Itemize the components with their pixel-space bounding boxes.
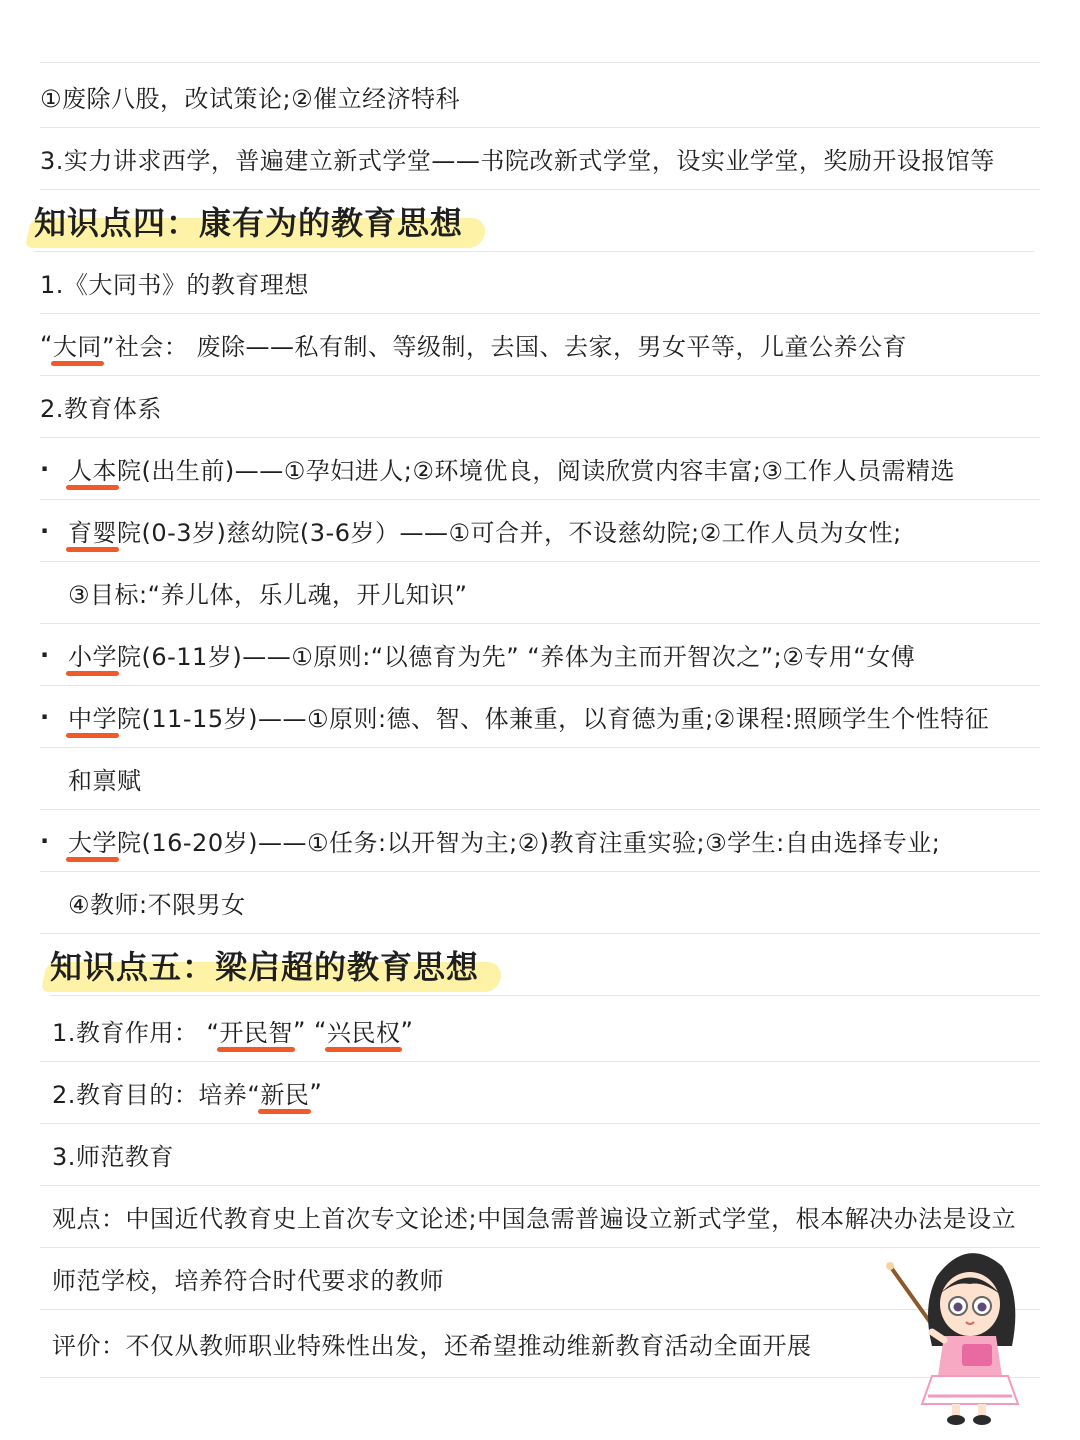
- bullet-dot-icon: ·: [40, 702, 50, 731]
- list-item-continuation: ③目标:“养儿体，乐儿魂，开儿知识”: [40, 562, 1040, 624]
- teacher-girl-icon: [882, 1236, 1052, 1426]
- abolish-eight-legged-line: ①废除八股，改试策论;②催立经济特科: [40, 66, 1040, 128]
- underlined-term: 人本: [68, 451, 117, 486]
- datong-book-title: 1.《大同书》的教育理想: [40, 252, 1040, 314]
- viewpoint-continuation: 师范学校，培养符合时代要求的教师: [40, 1248, 1040, 1310]
- normal-education-title: 3.师范教育: [40, 1124, 1040, 1186]
- western-learning-line: 3.实力讲求西学，普遍建立新式学堂——书院改新式学堂，设实业学堂，奖励开设报馆等: [40, 128, 1040, 190]
- list-item: · 人本 院(出生前)——①孕妇进人;②环境优良，阅读欣赏内容丰富;③工作人员需精选: [40, 438, 1040, 500]
- bullet-dot-icon: ·: [40, 640, 50, 669]
- list-item: · 育婴 院(0-3岁)慈幼院(3-6岁）——①可合并，不设慈幼院;②工作人员为女性;: [40, 500, 1040, 562]
- top-divider: [40, 62, 1040, 63]
- underlined-term: 大同: [53, 327, 102, 362]
- list-item-continuation: 和禀赋: [40, 748, 1040, 810]
- list-item: · 中学 院(11-15岁)——①原则:德、智、体兼重，以育德为重;②课程:照顾学生个性特征: [40, 686, 1040, 748]
- education-system-title: 2.教育体系: [40, 376, 1040, 438]
- underlined-term: 小学: [68, 637, 117, 672]
- evaluation-line: 评价：不仅从教师职业特殊性出发，还希望推动维新教育活动全面开展: [40, 1310, 1040, 1378]
- education-goal-line: 2.教育目的：培养“ 新民 ”: [40, 1062, 1040, 1124]
- section-heading-liang: 知识点五：梁启超的教育思想: [50, 934, 1040, 996]
- viewpoint-line: 观点：中国近代教育史上首次专文论述;中国急需普遍设立新式学堂，根本解决办法是设立: [40, 1186, 1040, 1248]
- underlined-term: 开民智: [219, 1013, 293, 1048]
- bullet-dot-icon: ·: [40, 516, 50, 545]
- underlined-term: 新民: [260, 1075, 309, 1110]
- underlined-term: 兴民权: [327, 1013, 401, 1048]
- bullet-dot-icon: ·: [40, 454, 50, 483]
- section-heading-kang: 知识点四：康有为的教育思想: [34, 190, 1034, 252]
- datong-society-line: “ 大同 ”社会： 废除——私有制、等级制，去国、去家，男女平等，儿童公养公育: [40, 314, 1040, 376]
- bullet-dot-icon: ·: [40, 826, 50, 855]
- list-item-continuation: ④教师:不限男女: [40, 872, 1040, 934]
- list-item: · 大学 院(16-20岁)——①任务:以开智为主;②)教育注重实验;③学生:自由选择专业;: [40, 810, 1040, 872]
- list-item: · 小学 院(6-11岁)——①原则:“以德育为先” “养体为主而开智次之”;②专用“女傅: [40, 624, 1040, 686]
- underlined-term: 中学: [68, 699, 117, 734]
- education-function-line: 1.教育作用： “ 开民智 ” “ 兴民权 ”: [40, 1000, 1040, 1062]
- underlined-term: 大学: [68, 823, 117, 858]
- underlined-term: 育婴: [68, 513, 117, 548]
